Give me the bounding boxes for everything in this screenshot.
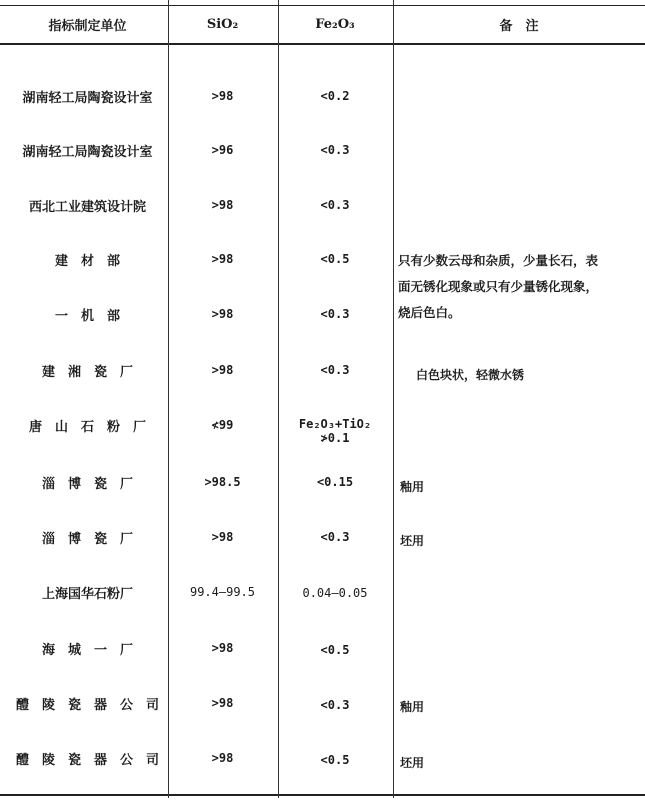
- row-unit: 唐 山 石 粉 厂: [28, 419, 146, 435]
- row-sio2: >96: [211, 143, 234, 157]
- row-fe2o3: 0.04—0.05: [302, 586, 368, 600]
- row-unit: 醴 陵 瓷 器 公 司: [15, 697, 159, 713]
- row-fe2o3: <0.15: [316, 475, 354, 489]
- row-unit: 一 机 部: [54, 308, 120, 324]
- row-fe2o3: <0.5: [320, 753, 350, 767]
- row-note: 釉用: [400, 699, 425, 714]
- row-fe2o3: <0.2: [320, 89, 350, 103]
- row-sio2: >98: [211, 307, 234, 321]
- row-fe2o3: <0.3: [320, 530, 350, 544]
- row-unit: 淄 博 瓷 厂: [41, 531, 133, 547]
- header-unit: 指标制定单位: [48, 19, 127, 34]
- header-sio2: SiO₂: [206, 17, 239, 32]
- row-sio2: ≮99: [211, 418, 234, 432]
- shared-note-line-2: 面无锈化现象或只有少量锈化现象，: [398, 279, 599, 294]
- row-fe2o3: <0.5: [320, 643, 350, 657]
- header-note: 备 注: [499, 19, 539, 34]
- row-fe2o3: <0.3: [320, 143, 350, 157]
- header-fe2o3: Fe₂O₃: [315, 17, 355, 32]
- fe2o3-tio2-limit: ≯0.1: [320, 431, 350, 445]
- row-note: 坯用: [400, 755, 425, 770]
- fe2o3-tio2-label: Fe₂O₃+TiO₂: [298, 417, 372, 431]
- row-fe2o3: [280, 414, 390, 448]
- row-fe2o3: <0.3: [320, 698, 350, 712]
- row-sio2: 99.4—99.5: [189, 585, 256, 599]
- row-unit: 湖南轻工局陶瓷设计室: [22, 144, 153, 160]
- row-sio2: >98.5: [204, 475, 241, 489]
- row-sio2: >98: [211, 363, 234, 377]
- col-divider-3: [393, 0, 394, 798]
- shared-note-line-3: 烧后色白。: [398, 305, 461, 320]
- row-fe2o3: <0.5: [320, 252, 350, 266]
- shared-note: [398, 248, 640, 326]
- col-divider-2: [278, 0, 279, 798]
- row-unit: 上海国华石粉厂: [41, 586, 133, 602]
- row-fe2o3: <0.3: [320, 307, 350, 321]
- row-sio2: >98: [211, 530, 234, 544]
- row-sio2: >98: [211, 696, 234, 710]
- row-unit: 西北工业建筑设计院: [28, 199, 146, 215]
- row-unit: 建 湘 瓷 厂: [41, 364, 133, 380]
- row-unit: 淄 博 瓷 厂: [41, 476, 133, 492]
- row-unit: 湖南轻工局陶瓷设计室: [22, 90, 153, 106]
- row-unit: 建 材 部: [54, 253, 120, 269]
- row-fe2o3: <0.3: [320, 363, 350, 377]
- row-note: 坯用: [400, 533, 425, 548]
- shared-note-line-1: 只有少数云母和杂质，少量长石，表: [398, 253, 599, 268]
- row-note: 釉用: [400, 479, 425, 494]
- row-sio2: >98: [211, 89, 234, 103]
- col-divider-1: [168, 0, 169, 798]
- row-sio2: >98: [211, 751, 234, 765]
- row-sio2: >98: [211, 641, 234, 655]
- row-unit: 海 城 一 厂: [41, 642, 133, 658]
- row-sio2: >98: [211, 198, 234, 212]
- row-note: 白色块状，轻微水锈: [416, 367, 525, 382]
- row-unit: 醴 陵 瓷 器 公 司: [15, 752, 159, 768]
- header-bottom-rule: [0, 43, 645, 45]
- row-fe2o3: <0.3: [320, 198, 350, 212]
- row-sio2: >98: [211, 252, 234, 266]
- table-bottom-rule: [0, 794, 645, 796]
